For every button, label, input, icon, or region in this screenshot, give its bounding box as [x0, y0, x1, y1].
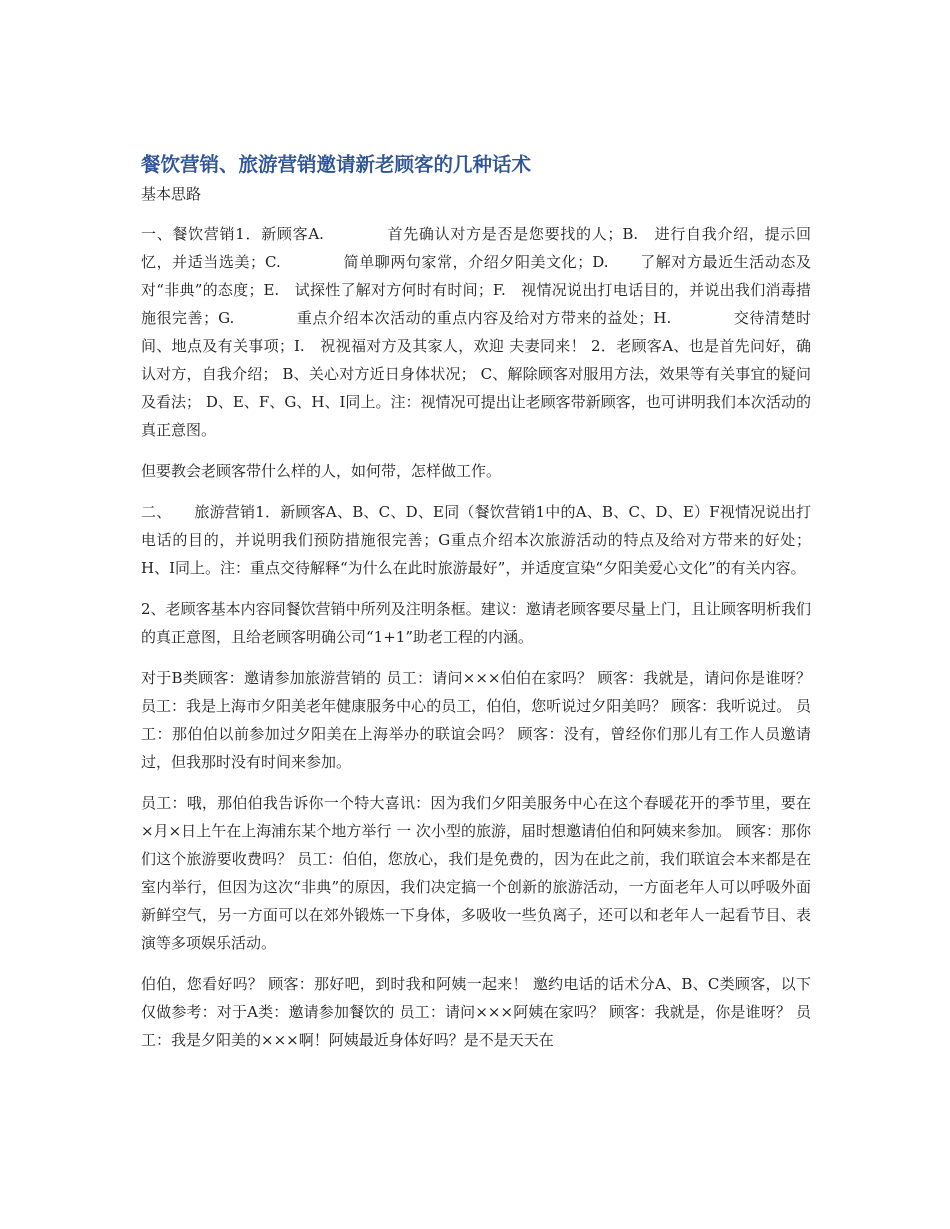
document-title: 餐饮营销、旅游营销邀请新老顾客的几种话术	[141, 153, 532, 176]
paragraph-travel-marketing: 二、 旅游营销1．新顾客A、B、C、D、E同（餐饮营销1中的A、B、C、D、E）F视情况说出打电话的目的，并说明我们预防措施很完善；G重点介绍本次旅游活动的特点及给对方带来的好处；H、I同上。注：重点交待解释“为什么在此时旅游最好”，并适度宣染“夕阳美爱心文化”的有关内容。	[141, 503, 811, 577]
paragraph-old-customer-basics: 2、老顾客基本内容同餐饮营销中所列及注明条框。建议：邀请老顾客要尽量上门，且让顾客明析我们的真正意图，且给老顾客明确公司“1+1”助老工程的内涵。	[141, 600, 811, 646]
paragraph-teach-old-customers: 但要教会老顾客带什么样的人，如何带，怎样做工作。	[141, 462, 502, 480]
document-subtitle: 基本思路	[141, 185, 202, 203]
paragraph-a-class-dialog: 伯伯，您看好吗？ 顾客：那好吧，到时我和阿姨一起来！ 邀约电话的话术分A、B、C类顾客，以下仅做参考：对于A类：邀请参加餐饮的 员工：请问×××阿姨在家吗？ 顾客：我就是，你是谁呀？ 员工：我是夕阳美的×××啊！阿姨最近身体好吗？是不是天天在	[141, 975, 811, 1049]
paragraph-restaurant-marketing: 一、餐饮营销1．新顾客A. 首先确认对方是否是您要找的人；B. 进行自我介绍，提示回忆，并适当选美；C. 简单聊两句家常，介绍夕阳美文化；D. 了解对方最近生活动态及对“非典”的态度；E. 试探性了解对方何时有时间；F. 视情况说出打电话目的，并说出我们消毒措施很完善；G. 重点介绍本次活动的重点内容及给对方带来的益处；H. 交待清楚时间、地点及有关事项；I. 祝视福对方及其家人，欢迎 夫妻同来！ 2．老顾客A、也是首先问好，确认对方，自我介绍； B、关心对方近日身体状况； C、解除顾客对服用方法，效果等有关事宜的疑问及看法； D、E、F、G、H、I同上。注：视情况可提出让老顾客带新顾客，也可讲明我们本次活动的真正意图。	[141, 225, 811, 439]
document-body	[141, 150, 811, 1067]
paragraph-travel-invitation-dialog: 员工：哦，那伯伯我告诉你一个特大喜讯：因为我们夕阳美服务中心在这个春暖花开的季节里，要在×月×日上午在上海浦东某个地方举行 一 次小型的旅游，届时想邀请伯伯和阿姨来参加。 顾客：那你们这个旅游要收费吗？ 员工：伯伯，您放心，我们是免费的，因为在此之前，我们联谊会本来都是在室内举行，但因为这次“非典”的原因，我们决定搞一个创新的旅游活动，一方面老年人可以呼吸外面新鲜空气，另一方面可以在郊外锻炼一下身体，多吸收一些负离子，还可以和老年人一起看节目、表演等多项娱乐活动。	[141, 794, 811, 952]
paragraph-b-class-dialog: 对于B类顾客：邀请参加旅游营销的 员工：请问×××伯伯在家吗？ 顾客：我就是，请问你是谁呀？ 员工：我是上海市夕阳美老年健康服务中心的员工，伯伯，您听说过夕阳美吗？ 顾客：我听说过。 员工：那伯伯以前参加过夕阳美在上海举办的联谊会吗？ 顾客：没有，曾经你们那儿有工作人员邀请过，但我那时没有时间来参加。	[141, 669, 811, 771]
